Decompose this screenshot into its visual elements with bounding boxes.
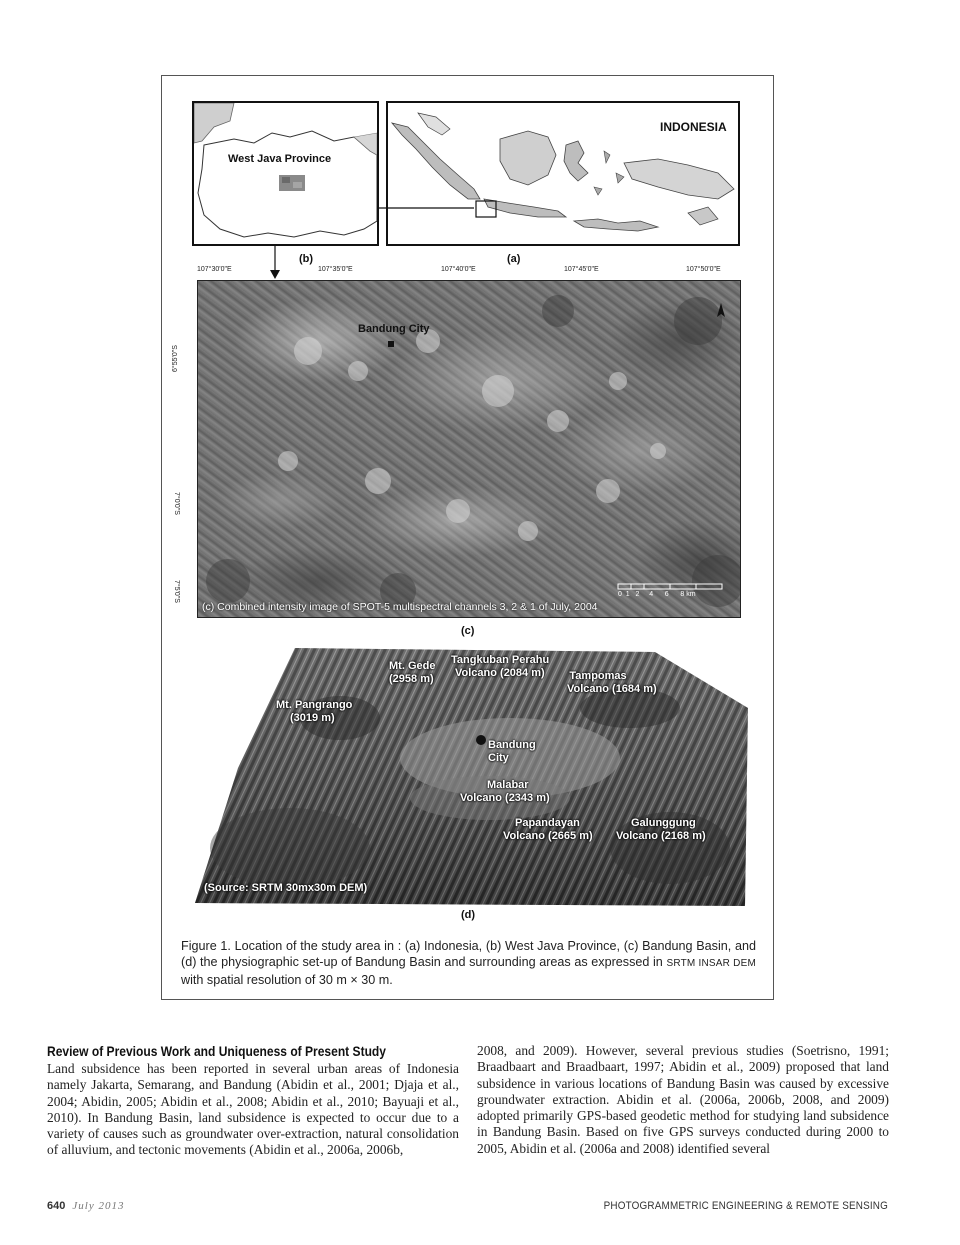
lon-tick-3: 107°40'0"E	[441, 266, 476, 273]
panel-c-label: (c)	[461, 625, 475, 637]
city-name: Bandung	[488, 739, 536, 751]
body-paragraph-left: Land subsidence has been reported in several urban areas of Indonesia namely Jakarta, Semarang, and Bandung (Abidin et al., 2001; Djaja et al., 2004; Abidin, 2005; Abidin et al., 2008; Abidin et al., 2010; Bayuaji et al., 2010). In Bandung Basin, land subsidence is expected to occur due to a variety of causes such as groundwater over-extraction, natural consolidation of alluvium, and tectonic movements (Abidin et al., 2006a, 2006b,	[47, 1061, 459, 1158]
scale-number: 2	[635, 591, 640, 598]
scale-number: 0	[618, 591, 622, 598]
footer-left	[47, 1200, 125, 1212]
scale-number: 8	[680, 591, 685, 598]
inset-connector-line	[370, 190, 480, 220]
bandung-city-marker	[388, 341, 394, 347]
volcano-elevation: Volcano (2665 m)	[503, 830, 593, 842]
volcano-elevation: (2958 m)	[389, 673, 434, 685]
scale-bar-numbers	[618, 591, 696, 598]
scale-number: 1	[625, 591, 630, 598]
arrow-down-icon	[268, 246, 282, 280]
issue-date: July 2013	[72, 1200, 125, 1212]
bandung-city-label: Bandung City	[358, 323, 430, 335]
volcano-name: Papandayan	[515, 817, 580, 829]
volcano-label-papandayan	[503, 817, 593, 843]
volcano-elevation: Volcano (2084 m)	[455, 667, 545, 679]
caption-smallcaps-term: SRTM INSAR DEM	[666, 958, 757, 969]
journal-name: PHOTOGRAMMETRIC ENGINEERING & REMOTE SENSING	[603, 1200, 888, 1212]
panel-d-label: (d)	[461, 909, 476, 921]
panel-c-satellite-image	[197, 280, 741, 618]
volcano-elevation: Volcano (1684 m)	[567, 683, 657, 695]
volcano-label-malabar	[460, 779, 550, 805]
caption-text-part2: with spatial resolution of 30 m × 30 m.	[181, 973, 393, 987]
lat-tick-3: 7°5'0"S	[173, 580, 180, 603]
body-left-column	[47, 1061, 459, 1159]
volcano-label-gede	[389, 660, 435, 686]
volcano-name: Mt. Pangrango	[276, 699, 353, 711]
panel-b-west-java-map	[192, 101, 379, 246]
volcano-elevation: Volcano (2168 m)	[616, 830, 706, 842]
volcano-label-pangrango	[276, 699, 352, 725]
lon-tick-2: 107°35'0"E	[318, 266, 353, 273]
west-java-outline	[194, 103, 377, 244]
body-paragraph-right: 2008, and 2009). However, several previous studies (Soetrisno, 1991; Braadbaart and Braadbaart, 1997; Abidin et al., 2009) proposed that land subsidence in various locations of Bandung Basin was caused by excessive groundwater extraction. Abidin et al. (2006a, 2006b, 2008, and 2009) adopted primarily GPS-based geodetic method for studying land subsidence in Bandung Basin. Based on five GPS surveys conducted during 2000 to 2005, Abidin et al. (2006a and 2008) identified several	[477, 1043, 889, 1156]
page-number: 640	[47, 1200, 66, 1212]
bandung-city-dem-label	[488, 739, 536, 765]
volcano-name: Galunggung	[631, 817, 696, 829]
volcano-label-tangkuban-perahu	[451, 654, 549, 680]
city-suffix: City	[488, 752, 509, 764]
satellite-texture	[198, 281, 741, 618]
bandung-city-marker	[476, 735, 486, 745]
indonesia-label: INDONESIA	[660, 120, 727, 134]
lon-tick-4: 107°45'0"E	[564, 266, 599, 273]
scale-unit: km	[686, 591, 696, 598]
volcano-name: Tangkuban Perahu	[451, 654, 550, 666]
body-right-column	[477, 1043, 889, 1157]
dem-source-label: (Source: SRTM 30mx30m DEM)	[204, 882, 368, 894]
panel-b-label: (b)	[299, 253, 314, 265]
section-heading: Review of Previous Work and Uniqueness of Present Study	[47, 1043, 386, 1059]
scale-number: 6	[664, 591, 669, 598]
province-label: West Java Province	[228, 153, 332, 165]
panel-d-dem-view	[190, 648, 750, 910]
volcano-elevation: Volcano (2343 m)	[460, 792, 550, 804]
volcano-label-tampomas	[567, 670, 657, 696]
figure-caption	[181, 938, 756, 988]
lon-tick-5: 107°50'0"E	[686, 266, 721, 273]
panel-a-label: (a)	[507, 253, 521, 265]
lon-tick-1: 107°30'0"E	[197, 266, 232, 273]
scale-number: 4	[649, 591, 654, 598]
volcano-name: Tampomas	[569, 670, 627, 682]
volcano-label-galunggung	[616, 817, 706, 843]
volcano-name: Mt. Gede	[389, 660, 436, 672]
volcano-elevation: (3019 m)	[290, 712, 335, 724]
lat-tick-1: 6°55'0"S	[172, 345, 179, 372]
caption-text-part1: Figure 1. Location of the study area in : (a) Indonesia, (b) West Java Province, (c) Bandung Basin, and (d) the physiographic set-up of Bandung Basin and surrounding areas as expressed in	[181, 939, 756, 969]
satellite-inner-caption: (c) Combined intensity image of SPOT-5 multispectral channels 3, 2 & 1 of July, 2004	[202, 601, 598, 613]
volcano-name: Malabar	[487, 779, 529, 791]
lat-tick-2: 7°0'0"S	[173, 492, 180, 515]
